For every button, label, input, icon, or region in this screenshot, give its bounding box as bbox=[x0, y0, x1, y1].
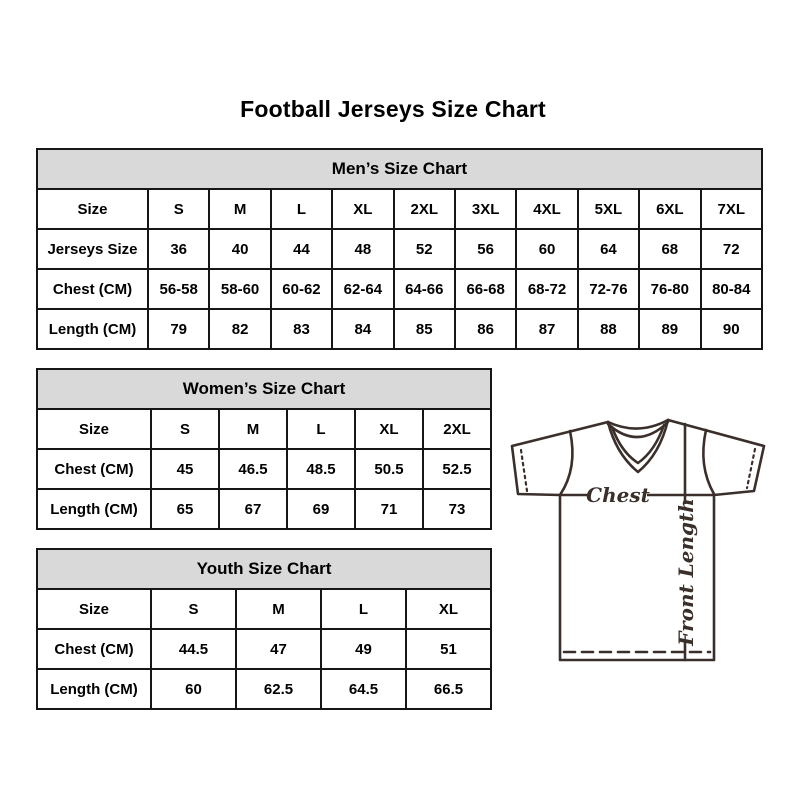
size-cell: 72-76 bbox=[578, 269, 639, 309]
size-cell: 7XL bbox=[701, 189, 762, 229]
size-cell: 85 bbox=[394, 309, 455, 349]
right-armhole-seam bbox=[703, 430, 714, 494]
table-row bbox=[37, 409, 491, 449]
size-cell: M bbox=[219, 409, 287, 449]
size-cell: 46.5 bbox=[219, 449, 287, 489]
size-cell: 64.5 bbox=[321, 669, 406, 709]
size-cell: 66-68 bbox=[455, 269, 516, 309]
size-cell: 36 bbox=[148, 229, 209, 269]
size-cell: 65 bbox=[151, 489, 219, 529]
size-cell: S bbox=[148, 189, 209, 229]
size-cell: 69 bbox=[287, 489, 355, 529]
womens-size-chart-table bbox=[36, 368, 492, 530]
row-label: Chest (CM) bbox=[37, 629, 151, 669]
row-label: Jerseys Size bbox=[37, 229, 148, 269]
chest-label: Chest bbox=[586, 483, 650, 507]
size-cell: 52 bbox=[394, 229, 455, 269]
row-label: Size bbox=[37, 589, 151, 629]
size-cell: L bbox=[271, 189, 332, 229]
table-row bbox=[37, 629, 491, 669]
size-cell: 4XL bbox=[516, 189, 577, 229]
size-cell: 60-62 bbox=[271, 269, 332, 309]
size-cell: 56-58 bbox=[148, 269, 209, 309]
size-cell: 48 bbox=[332, 229, 393, 269]
table-row bbox=[37, 449, 491, 489]
size-cell: L bbox=[321, 589, 406, 629]
table-row bbox=[37, 229, 762, 269]
table-row bbox=[37, 309, 762, 349]
size-cell: 60 bbox=[516, 229, 577, 269]
mens-size-chart-table bbox=[36, 148, 763, 350]
size-cell: 6XL bbox=[639, 189, 700, 229]
youth-table-header: Youth Size Chart bbox=[37, 549, 491, 589]
size-cell: 84 bbox=[332, 309, 393, 349]
size-cell: 68-72 bbox=[516, 269, 577, 309]
size-cell: 47 bbox=[236, 629, 321, 669]
size-cell: 64-66 bbox=[394, 269, 455, 309]
size-cell: 50.5 bbox=[355, 449, 423, 489]
size-cell: 44.5 bbox=[151, 629, 236, 669]
row-label: Length (CM) bbox=[37, 669, 151, 709]
size-cell: 45 bbox=[151, 449, 219, 489]
size-cell: 62.5 bbox=[236, 669, 321, 709]
size-cell: 56 bbox=[455, 229, 516, 269]
size-cell: 40 bbox=[209, 229, 270, 269]
size-cell: XL bbox=[332, 189, 393, 229]
row-label: Length (CM) bbox=[37, 309, 148, 349]
size-cell: 89 bbox=[639, 309, 700, 349]
size-cell: S bbox=[151, 409, 219, 449]
size-cell: 48.5 bbox=[287, 449, 355, 489]
size-cell: M bbox=[236, 589, 321, 629]
front-length-label: Front Length bbox=[674, 498, 698, 646]
size-cell: 60 bbox=[151, 669, 236, 709]
size-cell: 68 bbox=[639, 229, 700, 269]
size-cell: 82 bbox=[209, 309, 270, 349]
youth-size-chart-table bbox=[36, 548, 492, 710]
size-cell: 52.5 bbox=[423, 449, 491, 489]
size-cell: 86 bbox=[455, 309, 516, 349]
table-row bbox=[37, 269, 762, 309]
size-cell: 2XL bbox=[423, 409, 491, 449]
jersey-diagram-svg bbox=[508, 414, 768, 664]
size-cell: 66.5 bbox=[406, 669, 491, 709]
left-armhole-seam bbox=[560, 431, 572, 495]
size-cell: 67 bbox=[219, 489, 287, 529]
size-cell: 3XL bbox=[455, 189, 516, 229]
size-cell: 62-64 bbox=[332, 269, 393, 309]
size-cell: M bbox=[209, 189, 270, 229]
row-label: Chest (CM) bbox=[37, 449, 151, 489]
table-row bbox=[37, 589, 491, 629]
size-cell: 87 bbox=[516, 309, 577, 349]
size-cell: S bbox=[151, 589, 236, 629]
row-label: Length (CM) bbox=[37, 489, 151, 529]
size-cell: 51 bbox=[406, 629, 491, 669]
table-row bbox=[37, 669, 491, 709]
size-cell: 73 bbox=[423, 489, 491, 529]
size-cell: 76-80 bbox=[639, 269, 700, 309]
size-cell: 2XL bbox=[394, 189, 455, 229]
collar-back-line bbox=[608, 420, 668, 429]
size-cell: 90 bbox=[701, 309, 762, 349]
size-cell: 79 bbox=[148, 309, 209, 349]
size-cell: 64 bbox=[578, 229, 639, 269]
size-cell: 49 bbox=[321, 629, 406, 669]
left-cuff-stitch bbox=[521, 450, 527, 491]
row-label: Size bbox=[37, 409, 151, 449]
right-cuff-stitch bbox=[747, 449, 755, 488]
row-label: Size bbox=[37, 189, 148, 229]
jersey-outline bbox=[512, 420, 764, 660]
table-row bbox=[37, 189, 762, 229]
size-cell: 72 bbox=[701, 229, 762, 269]
size-cell: 71 bbox=[355, 489, 423, 529]
size-cell: 58-60 bbox=[209, 269, 270, 309]
size-cell: XL bbox=[355, 409, 423, 449]
size-cell: 80-84 bbox=[701, 269, 762, 309]
size-cell: L bbox=[287, 409, 355, 449]
size-cell: XL bbox=[406, 589, 491, 629]
size-cell: 83 bbox=[271, 309, 332, 349]
mens-table-header: Men’s Size Chart bbox=[37, 149, 762, 189]
table-row bbox=[37, 489, 491, 529]
jersey-measurement-diagram bbox=[508, 414, 768, 664]
size-cell: 44 bbox=[271, 229, 332, 269]
womens-table-header: Women’s Size Chart bbox=[37, 369, 491, 409]
size-cell: 88 bbox=[578, 309, 639, 349]
page-title: Football Jerseys Size Chart bbox=[240, 96, 546, 122]
size-cell: 5XL bbox=[578, 189, 639, 229]
row-label: Chest (CM) bbox=[37, 269, 148, 309]
